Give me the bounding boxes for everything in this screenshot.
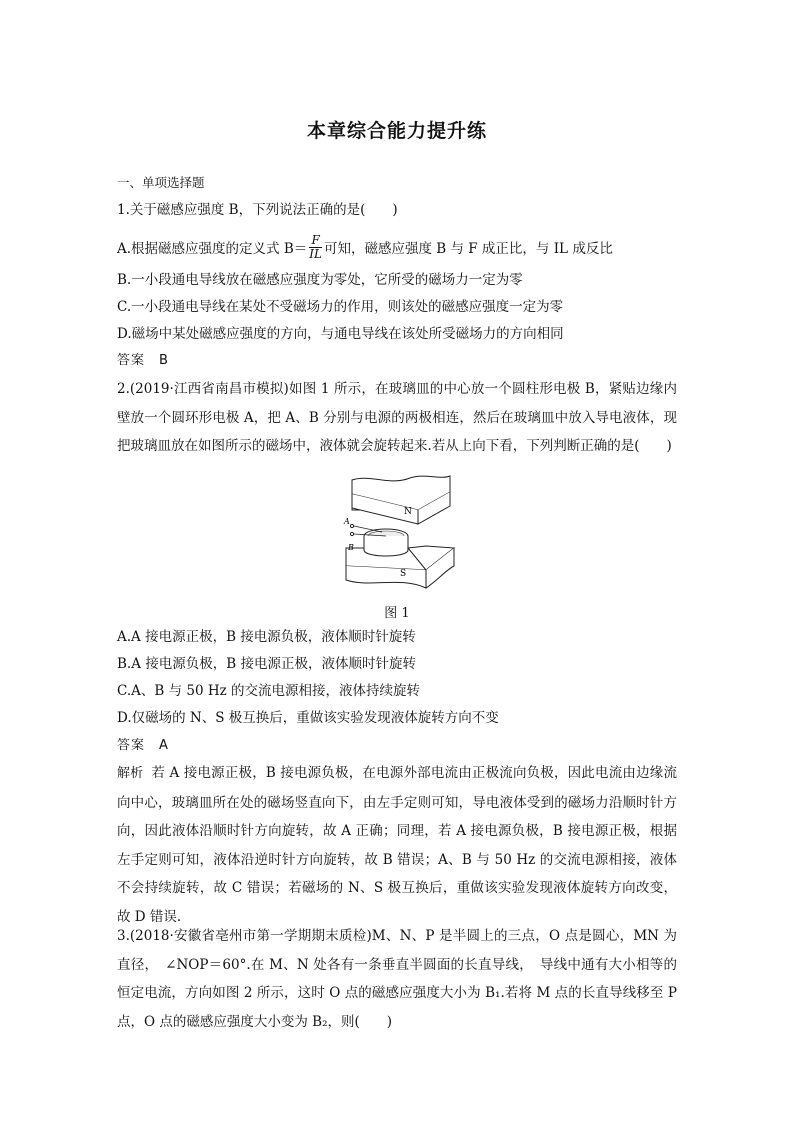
terminal-b — [350, 532, 353, 535]
formula-fraction — [309, 234, 322, 261]
page-title: 本章综合能力提升练 — [306, 120, 487, 142]
q2-stem — [117, 375, 677, 461]
q2-option-b: B.A 接电源负极，B 接电源正极，液体顺时针旋转 — [117, 656, 416, 672]
section-heading: 一、单项选择题 — [117, 175, 205, 190]
q1-option-c: C.一小段通电导线在某处不受磁场力的作用，则该处的磁感应强度一定为零 — [117, 299, 564, 315]
q2-analysis — [117, 759, 677, 931]
q2-option-a: A.A 接电源正极，B 接电源负极，液体顺时针旋转 — [117, 629, 416, 645]
analysis-label: 解析 — [117, 766, 144, 781]
q2-answer: 答案 A — [117, 738, 169, 753]
fraction-numerator: F — [309, 234, 322, 248]
q1-option-a-pre: A.根据磁感应强度的定义式 B＝ — [117, 241, 308, 257]
q3-stem — [117, 922, 677, 1036]
terminal-a — [350, 524, 353, 527]
magnet-dish-figure — [330, 470, 466, 596]
q1-option-a-post: 可知，磁感应强度 B 与 F 成正比，与 IL 成反比 — [323, 241, 613, 257]
figure-caption: 图 1 — [384, 606, 410, 621]
fig-label-b: B — [348, 543, 354, 552]
q1-stem: 1.关于磁感应强度 B，下列说法正确的是( ) — [117, 202, 398, 218]
fraction-denominator: IL — [309, 247, 322, 261]
fig-label-a: A — [344, 517, 350, 526]
q1-answer: 答案 B — [117, 353, 169, 368]
q2-stem-text: 2.(2019·江西省南昌市模拟)如图 1 所示，在玻璃皿的中心放一个圆柱形电极 B，紧贴边缘内壁放一个圆环形电极 A，把 A、B 分别与电源的两极相连，然后在玻璃皿中放入导电液体，现把玻璃皿放在如图所示的磁场中，液体就会旋转起来.若从上向下看，下列判断正确的是( ) — [117, 381, 677, 454]
q1-option-a — [117, 233, 613, 263]
s-pole-side — [426, 548, 454, 588]
fig-label-n: N — [404, 507, 412, 517]
fig-label-s: S — [400, 569, 407, 579]
glass-dish-wall — [364, 536, 408, 556]
q1-option-b: B.一小段通电导线放在磁感应强度为零处，它所受的磁场力一定为零 — [117, 272, 523, 288]
q1-option-d: D.磁场中某处磁感应强度的方向，与通电导线在该处所受磁场力的方向相同 — [117, 326, 564, 342]
q2-option-d: D.仅磁场的 N、S 极互换后，重做该实验发现液体旋转方向不变 — [117, 710, 499, 726]
q2-option-c: C.A、B 与 50 Hz 的交流电源相接，液体持续旋转 — [117, 683, 421, 699]
analysis-text: 若 A 接电源正极，B 接电源负极，在电源外部电流由正极流向负极，因此电流由边缘流向中心，玻璃皿所在处的磁场竖直向下，由左手定则可知，导电液体受到的磁场力沿顺时针方向，因此液体沿顺时针方向旋转，故 A 正确；同理，若 A 接电源负极，B 接电源正极，根据左手定则可知，液体沿逆时针方向旋转，故 B 错误；A、B 与 50 Hz 的交流电源相接，液体不会持续旋转，故 C 错误；若磁场的 N、S 极互换后，重做该实验发现液体旋转方向改变，故 D 错误. — [117, 765, 677, 925]
q3-stem-text: 3.(2018·安徽省亳州市第一学期期末质检)M、N、P 是半圆上的三点，O 点是圆心，MN 为直径， ∠NOP＝60°.在 M、N 处各有一条垂直半圆面的长直导线， 导线中通有大小相等的恒定电流，方向如图 2 所示，这时 O 点的磁感应强度大小为 B₁.若将 M 点的长直导线移至 P 点，O 点的磁感应强度大小变为 B₂，则( ) — [117, 928, 677, 1030]
